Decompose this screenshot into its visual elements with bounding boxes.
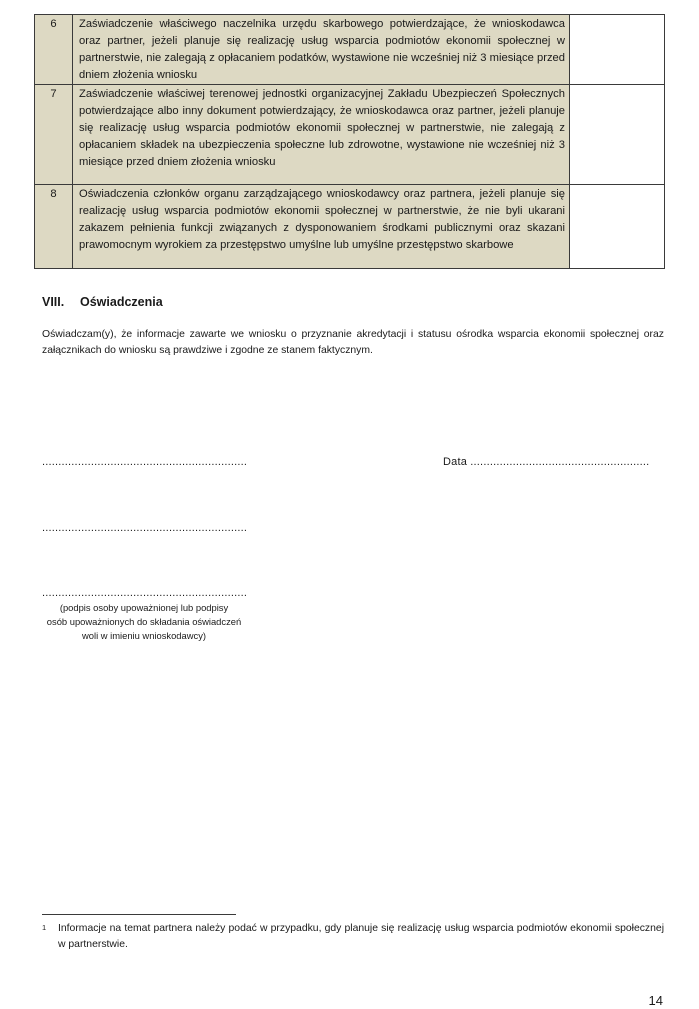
footnote: [42, 921, 664, 953]
table-row: [35, 185, 665, 269]
signature-line-3: ...............................................................: [42, 587, 248, 599]
row-number: 7: [35, 85, 73, 185]
signature-line-2: ...............................................................: [42, 522, 248, 534]
row-number: 6: [35, 15, 73, 85]
row-description: Zaświadczenie właściwego naczelnika urzędu skarbowego potwierdzające, że wnioskodawca oraz partner, jeżeli planuje się realizację usług wsparcia podmiotów ekonomii społecznej w partnerstwie, nie zalegają z opłacaniem podatków, wystawione nie wcześniej niż 3 miesiące przed dniem złożenia wniosku: [73, 15, 570, 85]
declaration-text: Oświadczam(y), że informacje zawarte we wniosku o przyznanie akredytacji i statusu ośrodka wsparcia ekonomii społecznej oraz załącznikach do wniosku są prawdziwe i zgodne ze stanem faktycznym.: [42, 329, 664, 356]
row-description: Zaświadczenie właściwej terenowej jednostki organizacyjnej Zakładu Ubezpieczeń Społecznych potwierdzające albo inny dokument potwierdzający, że wnioskodawca oraz partner, jeżeli planuje się realizację usług wsparcia podmiotów ekonomii społecznej w partnerstwie, nie zalegają z opłacaniem składek na ubezpieczenia społeczne lub zdrowotne, wystawione nie wcześniej niż 3 miesiące przed dniem złożenia wniosku: [73, 85, 570, 185]
date-line: Data .......................................................: [443, 456, 650, 468]
footnote-divider: [42, 914, 236, 915]
footnote-marker: 1: [42, 923, 47, 932]
table-row: [35, 15, 665, 85]
caption-line: osób upoważnionych do składania oświadczeń: [46, 616, 242, 627]
footnote-text: Informacje na temat partnera należy podać w przypadku, gdy planuje się realizację usług wsparcia podmiotów ekonomii społecznej w partnerstwie.: [58, 923, 664, 950]
section-number: VIII.: [42, 295, 65, 309]
caption-line: woli w imieniu wnioskodawcy): [82, 630, 206, 641]
row-number: 8: [35, 185, 73, 269]
table-row: [35, 85, 665, 185]
row-blank-cell: [570, 15, 665, 85]
row-description: Oświadczenia członków organu zarządzającego wnioskodawcy oraz partnera, jeżeli planuje się realizację usług wsparcia podmiotów ekonomii społecznej w partnerstwie, że nie byli ukarani zakazem pełnienia funkcji związanych z dysponowaniem środkami publicznymi oraz skazani prawomocnym wyrokiem za przestępstwo umyślne lub umyślne przestępstwo skarbowe: [73, 185, 570, 269]
signature-caption: [42, 601, 246, 643]
attachments-table: [34, 14, 665, 269]
page-number: 14: [648, 993, 663, 1008]
section-title: Oświadczenia: [80, 295, 163, 309]
section-heading: [42, 295, 163, 309]
row-blank-cell: [570, 85, 665, 185]
row-blank-cell: [570, 185, 665, 269]
signature-line-1: ...............................................................: [42, 456, 248, 468]
caption-line: (podpis osoby upoważnionej lub podpisy: [59, 602, 229, 613]
